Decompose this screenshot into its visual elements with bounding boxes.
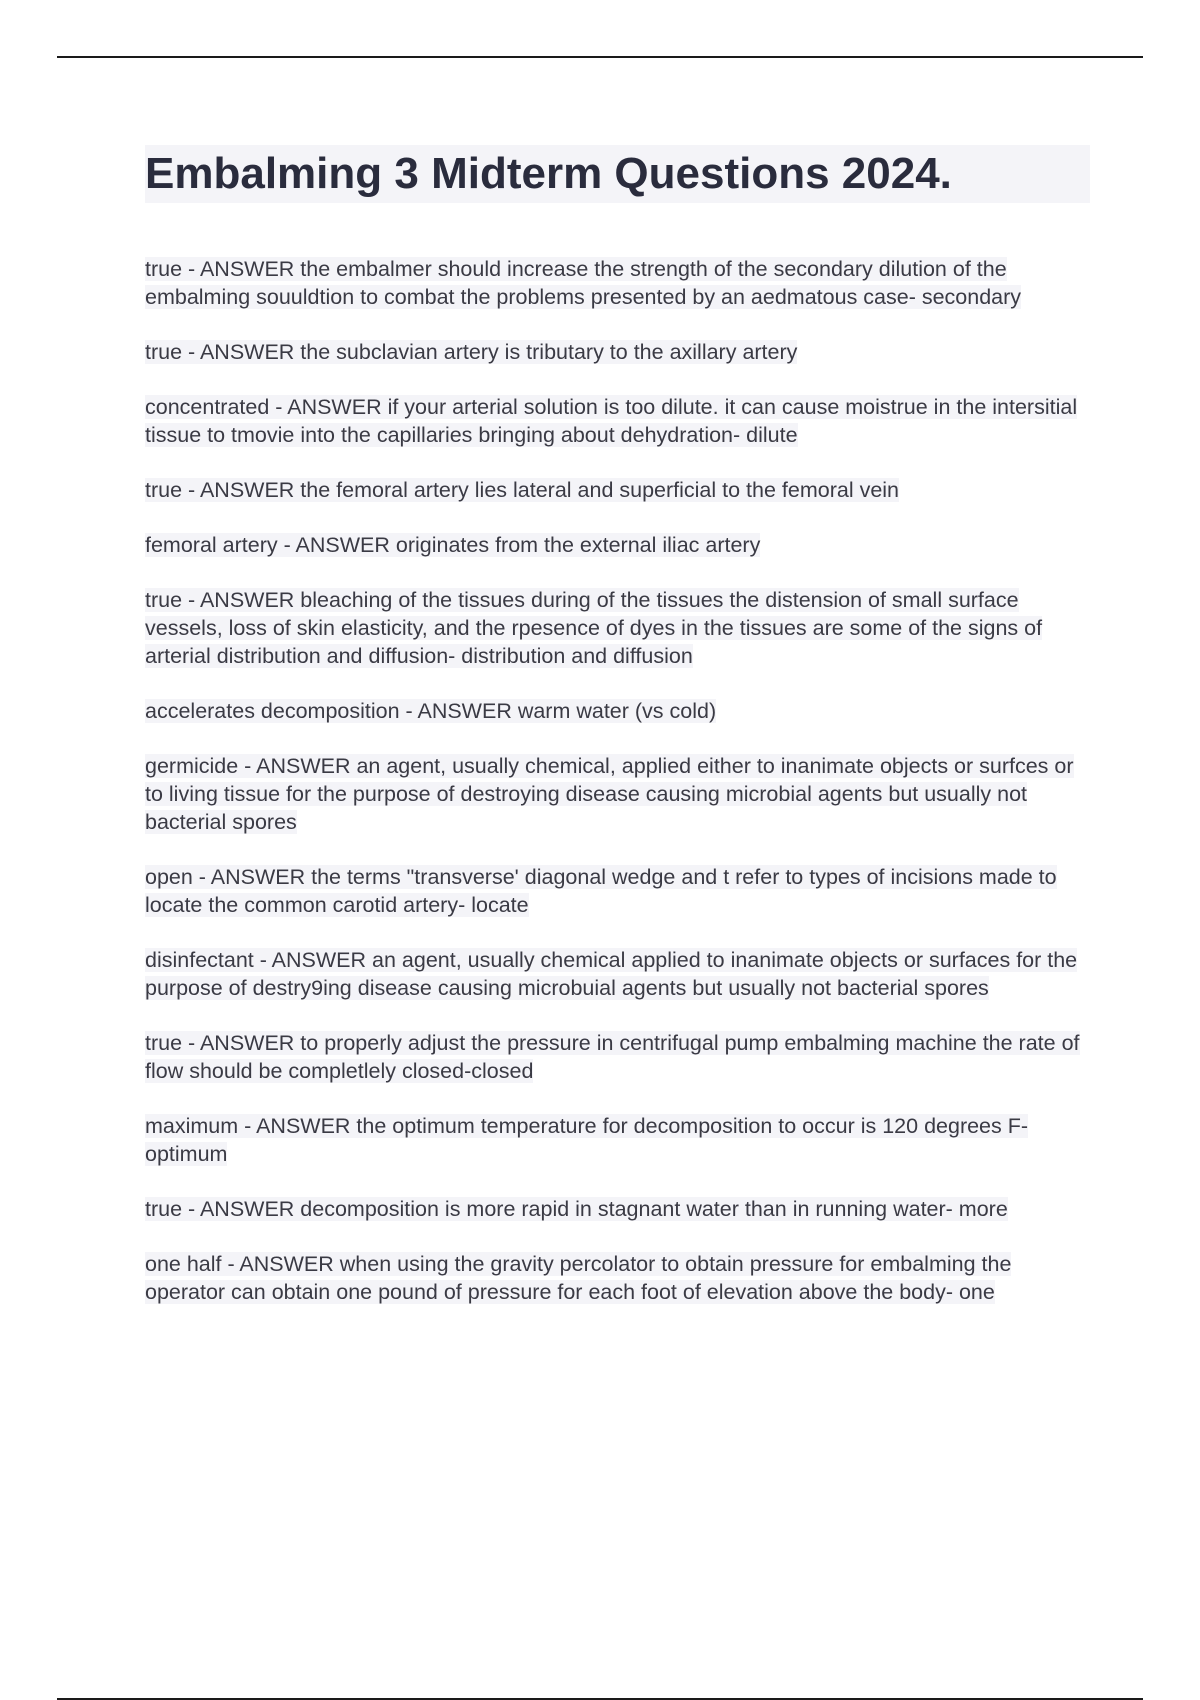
qa-item — [145, 255, 1090, 311]
qa-item — [145, 946, 1090, 1002]
title-band — [145, 145, 1090, 203]
qa-text: maximum - ANSWER the optimum temperature for decomposition to occur is 120 degrees F-optimum — [145, 1114, 1029, 1166]
qa-text: true - ANSWER the embalmer should increase the strength of the secondary dilution of the embalming souuldtion to combat the problems presented by an aedmatous case- secondary — [145, 257, 1022, 309]
qa-item — [145, 476, 1090, 504]
qa-text: disinfectant - ANSWER an agent, usually chemical applied to inanimate objects or surfaces for the purpose of destry9ing disease causing microbuial agents but usually not bacterial spores — [145, 948, 1078, 1000]
qa-item — [145, 586, 1090, 670]
qa-text: femoral artery - ANSWER originates from the external iliac artery — [145, 533, 761, 557]
qa-item — [145, 393, 1090, 449]
qa-item — [145, 1195, 1090, 1223]
qa-list — [145, 255, 1090, 1306]
top-rule — [57, 56, 1143, 58]
qa-item — [145, 1029, 1090, 1085]
qa-text: true - ANSWER bleaching of the tissues during of the tissues the distension of small surface vessels, loss of skin elasticity, and the rpesence of dyes in the tissues are some of the signs of arterial distribution and diffusion- distribution and diffusion — [145, 588, 1043, 668]
qa-text: true - ANSWER the femoral artery lies lateral and superficial to the femoral vein — [145, 478, 900, 502]
qa-item — [145, 863, 1090, 919]
qa-text: true - ANSWER the subclavian artery is tributary to the axillary artery — [145, 340, 798, 364]
qa-item — [145, 697, 1090, 725]
qa-text: accelerates decomposition - ANSWER warm water (vs cold) — [145, 699, 717, 723]
qa-item — [145, 531, 1090, 559]
qa-text: concentrated - ANSWER if your arterial solution is too dilute. it can cause moistrue in the intersitial tissue to tmovie into the capillaries bringing about dehydration- dilute — [145, 395, 1078, 447]
qa-text: one half - ANSWER when using the gravity percolator to obtain pressure for embalming the operator can obtain one pound of pressure for each foot of elevation above the body- one — [145, 1252, 1012, 1304]
qa-item — [145, 752, 1090, 836]
qa-text: germicide - ANSWER an agent, usually chemical, applied either to inanimate objects or surfces or to living tissue for the purpose of destroying disease causing microbial agents but usually not bacterial spores — [145, 754, 1074, 834]
qa-text: true - ANSWER decomposition is more rapid in stagnant water than in running water- more — [145, 1197, 1008, 1221]
qa-item — [145, 1112, 1090, 1168]
qa-item — [145, 1250, 1090, 1306]
document-page — [145, 145, 1090, 1333]
qa-item — [145, 338, 1090, 366]
qa-text: true - ANSWER to properly adjust the pressure in centrifugal pump embalming machine the rate of flow should be completlely closed-closed — [145, 1031, 1080, 1083]
qa-text: open - ANSWER the terms "transverse' diagonal wedge and t refer to types of incisions made to locate the common carotid artery- locate — [145, 865, 1057, 917]
document-title: Embalming 3 Midterm Questions 2024. — [145, 149, 952, 198]
